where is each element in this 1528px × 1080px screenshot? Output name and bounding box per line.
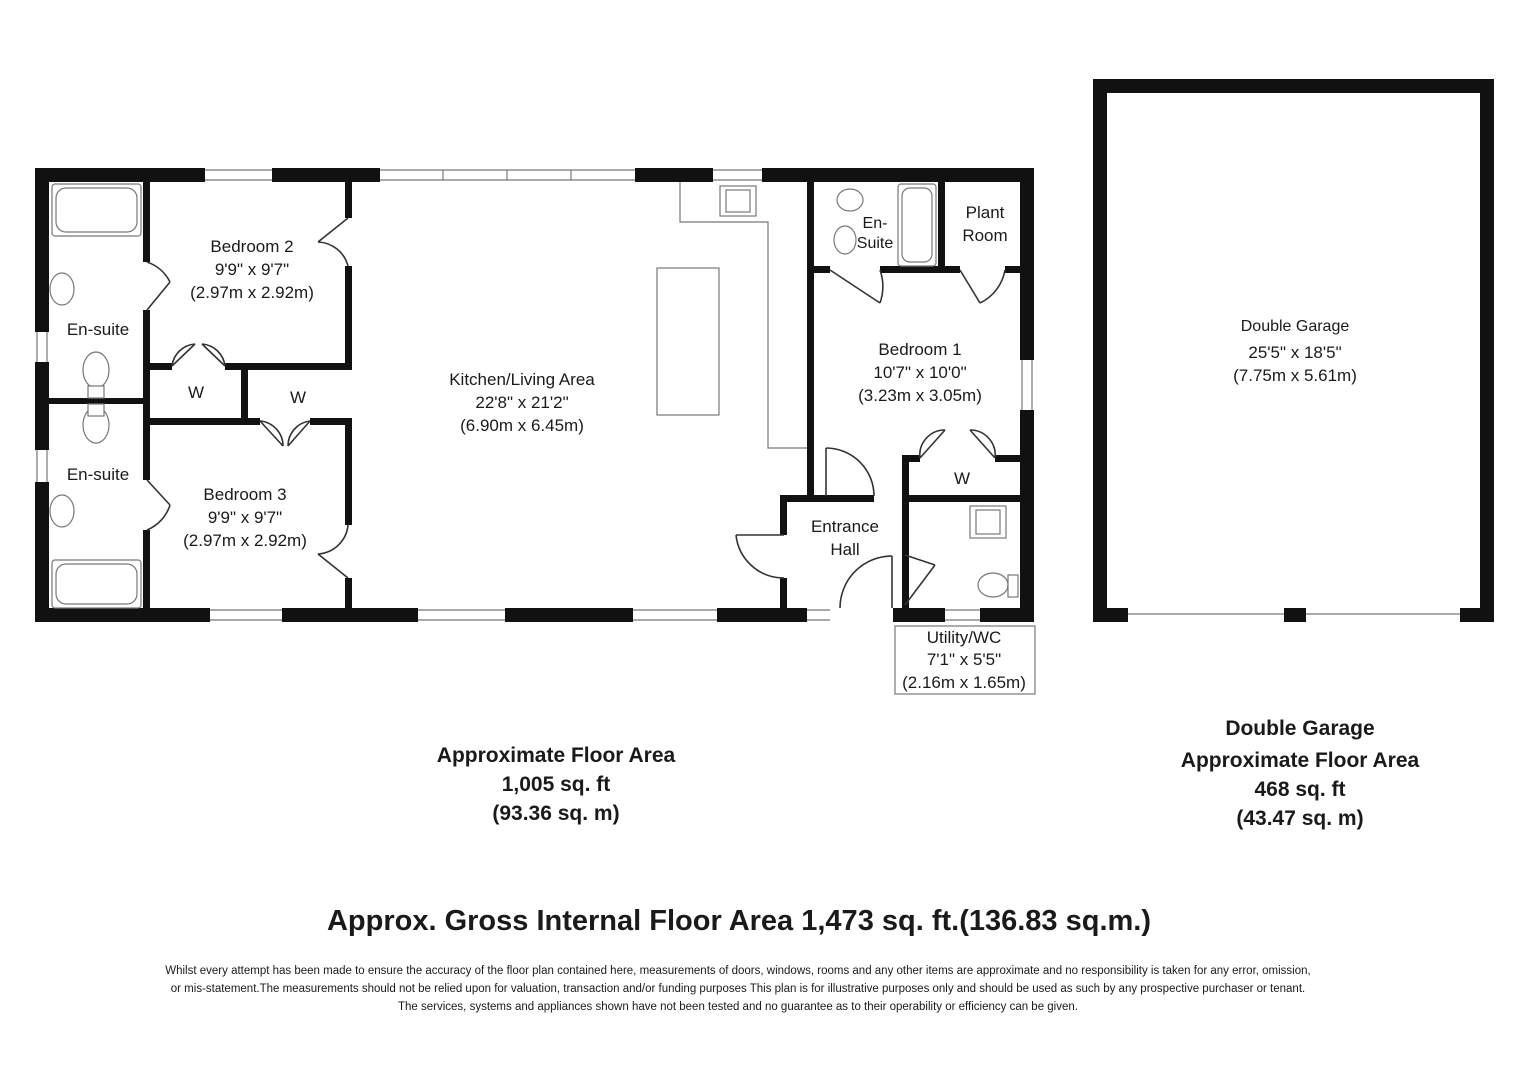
garage-floor-area [1100,714,1500,833]
wardrobe-label-bedroom1: W [953,469,971,488]
main-floor-area [356,741,756,828]
kitchen-imperial: 22'8" x 21'2" [475,393,569,412]
bedroom1-metric: (3.23m x 3.05m) [858,386,982,405]
wardrobe-label-bedroom2: W [187,383,205,402]
utility-metric: (2.16m x 1.65m) [902,673,1026,692]
bedroom2-metric: (2.97m x 2.92m) [190,283,314,302]
plant-room-label-line2: Room [962,226,1008,245]
garage-area-sqft: 468 sq. ft [1254,778,1346,801]
garage-name: Double Garage [1240,318,1350,335]
bedroom1-name: Bedroom 1 [878,340,962,359]
plant-room-label-line1: Plant [965,203,1005,222]
main-area-sqm: (93.36 sq. m) [492,802,620,825]
kitchen-metric: (6.90m x 6.45m) [460,416,584,435]
bedroom1-imperial: 10'7" x 10'0" [873,363,967,382]
garage-area-title: Approximate Floor Area [1180,749,1420,772]
kitchen-name: Kitchen/Living Area [449,370,595,389]
main-area-sqft: 1,005 sq. ft [501,773,611,796]
garage-area-sqm: (43.47 sq. m) [1236,807,1364,830]
garage-imperial: 25'5" x 18'5" [1248,343,1342,362]
utility-imperial: 7'1" x 5'5" [926,650,1002,669]
garage-area-heading: Double Garage [1225,717,1375,740]
garage-metric: (7.75m x 5.61m) [1233,366,1357,385]
ensuite-lower-left-label: En-suite [66,465,130,484]
wardrobe-label-bedroom3: W [289,388,307,407]
bedroom3-imperial: 9'9" x 9'7" [207,508,283,527]
disclaimer-line3: The services, systems and appliances shown have not been tested and no guarantee as to their operability or efficiency can be given. [398,1001,1078,1013]
disclaimer-line2: or mis-statement.The measurements should not be relied upon for valuation, transaction and/or funding purposes This plan is for illustrative purposes only and should be used as such by any prospective purchaser or tenant. [170,983,1306,995]
bedroom3-name: Bedroom 3 [203,485,287,504]
entrance-hall-label-line2: Hall [830,540,860,559]
ensuite-right-label-line2: Suite [856,235,894,252]
ensuite-right-label-line1: En- [862,215,888,232]
bedroom2-imperial: 9'9" x 9'7" [214,260,290,279]
bedroom3-metric: (2.97m x 2.92m) [183,531,307,550]
disclaimer-line1: Whilst every attempt has been made to ensure the accuracy of the floor plan contained here, measurements of doors, windows, rooms and any other items are approximate and no responsibility is taken for any error, omission, [165,965,1311,977]
gross-internal-area: Approx. Gross Internal Floor Area 1,473 sq. ft.(136.83 sq.m.) [326,905,1152,937]
ensuite-upper-left-label: En-suite [66,320,130,339]
entrance-hall-label-line1: Entrance [810,517,880,536]
disclaimer [60,962,1416,1016]
bedroom2-name: Bedroom 2 [210,237,294,256]
main-area-title: Approximate Floor Area [436,744,676,767]
utility-name: Utility/WC [926,628,1002,647]
